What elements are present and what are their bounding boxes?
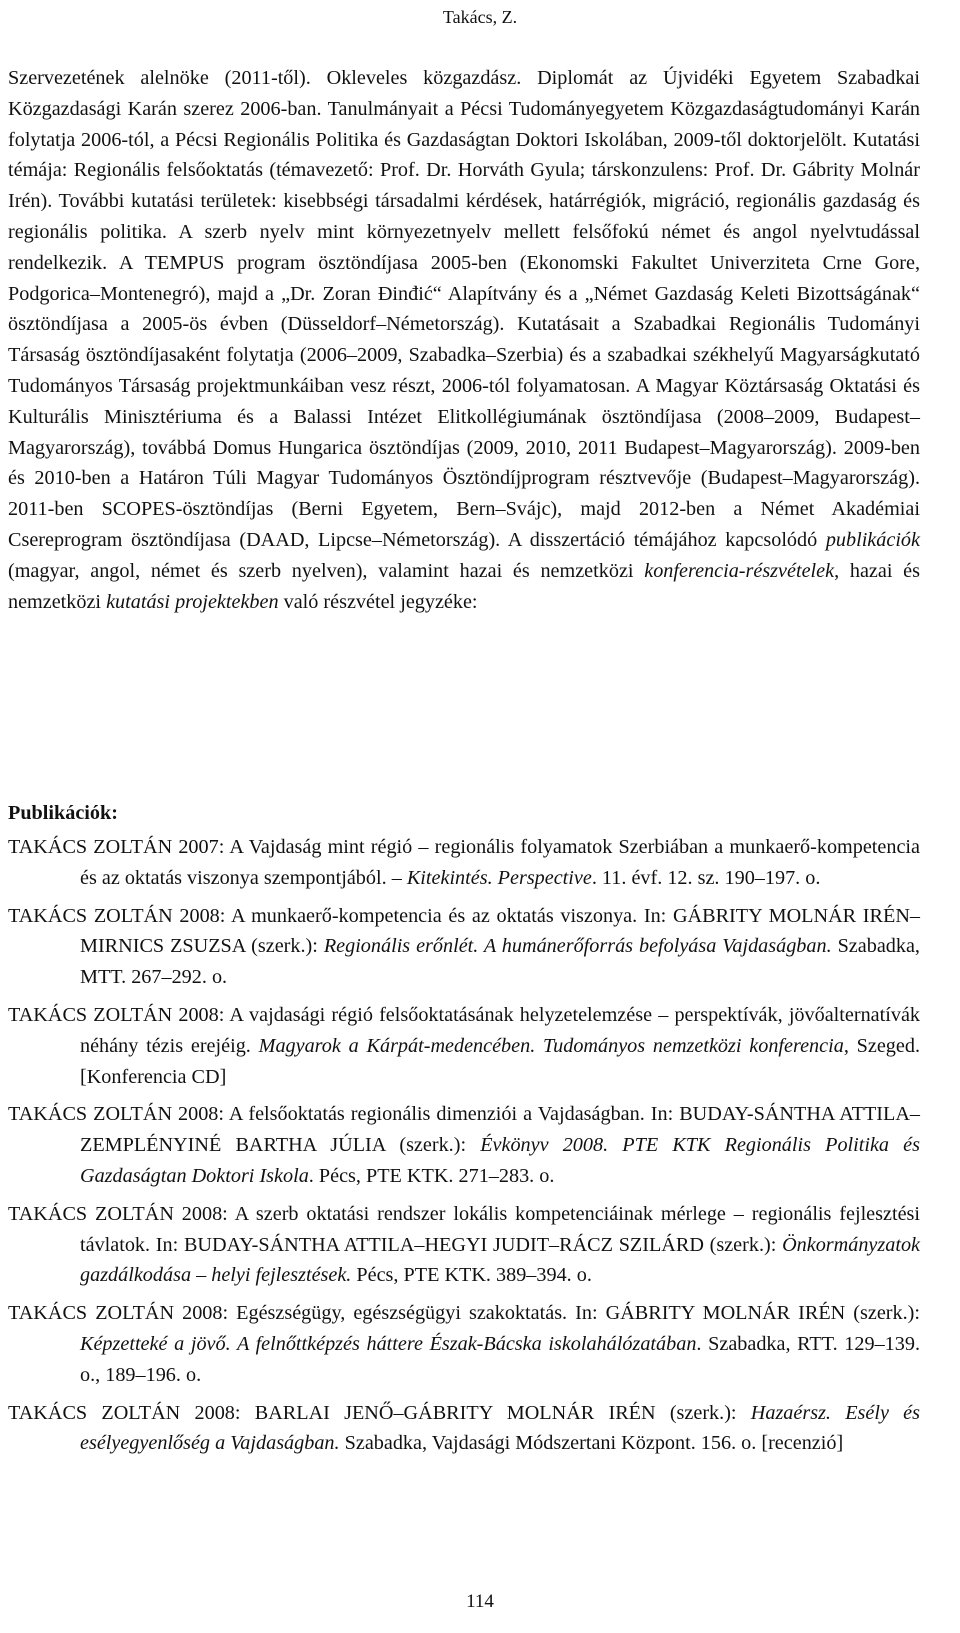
pub-title-italic: Képzetteké a jövő. A felnőttképzés háttere Észak-Bácska iskolahálózatában bbox=[80, 1332, 697, 1355]
publication-list bbox=[8, 832, 920, 1466]
publication-entry bbox=[8, 1398, 920, 1460]
pub-title-italic: Magyarok a Kárpát-medencében. Tudományos nemzetközi konferencia bbox=[258, 1034, 844, 1057]
publication-entry bbox=[8, 901, 920, 993]
publication-entry bbox=[8, 1298, 920, 1390]
pub-text: TAKÁCS ZOLTÁN 2008: A felsőoktatás regionális dimenziói a Vajdaságban. In: BUDAY-SÁNTHA ATTILA–ZEMPLÉNYINÉ BARTHA JÚLIA (szerk.): bbox=[8, 1103, 920, 1157]
pub-title-italic: Önkormányzatok gazdálkodása – helyi fejlesztések. bbox=[80, 1233, 920, 1287]
bio-text: Szervezetének alelnöke (2011-től). Okleveles közgazdász. Diplomát az Újvidéki Egyetem Szabadkai Közgazdasági Karán szerez 2006-ban. Tanulmányait a Pécsi Tudományegyetem Közgazdaságtudományi Karán folytatja 2006-tól, a Pécsi Regionális Politika és Gazdaságtan Doktori Iskolában, 2009-től doktorjelölt. Kutatási témája: Regionális felsőoktatás (témavezető: Prof. Dr. Horváth Gyula; társkonzulens: Prof. Dr. Gábrity Molnár Irén). További kutatási területek: kisebbségi társadalmi kérdések, határrégiók, migráció, regionális gazdaság és regionális politika. A szerb nyelv mint környezetnyelv mellett felsőfokú német és angol nyelvtudással rendelkezik. A TEMPUS program ösztöndíjasa 2005-ben (Ekonomski Fakultet Univerziteta Crne Gore, Podgorica–Montenegró), majd a „Dr. Zoran Đinđić“ Alapítvány és a „Német Gazdaság Keleti Bizottságának“ ösztöndíjasa a 2005-ös évben (Düsseldorf–Németország). Kutatásait a Szabadkai Regionális Tudományi Társaság ösztöndíjasaként folytatja (2006–2009, Szabadka–Szerbia) és a szabadkai székhelyű Magyarságkutató Tudományos Társaság projektmunkáiban vesz részt, 2006-tól folyamatosan. A Magyar Köztársaság Oktatási és Kulturális Minisztériuma és a Balassi Intézet Elitkollégiumának ösztöndíjasa (2008–2009, Budapest–Magyarország), továbbá Domus Hungarica ösztöndíjas (2009, 2010, 2011 Budapest–Magyarország). 2009-ben és 2010-ben a Határon Túli Magyar Tudományos Ösztöndíjprogram résztvevője (Budapest–Magyarország). 2011-ben SCOPES-ösztöndíjas (Berni Egyetem, Bern–Svájc), majd 2012-ben a Német Akadémiai Csereprogram ösztöndíjasa (DAAD, Lipcse–Németország). A disszertáció témájához kapcsolódó bbox=[8, 67, 920, 551]
running-header: Takács, Z. bbox=[442, 7, 518, 27]
pub-text: . 11. évf. 12. sz. 190–197. o. bbox=[591, 866, 821, 889]
bio-text: (magyar, angol, német és szerb nyelven), valamint hazai és nemzetközi bbox=[8, 559, 645, 582]
bio-text: , hazai és nemzetközi bbox=[8, 559, 920, 613]
pub-text: Szabadka, Vajdasági Módszertani Központ. 156. o. [recenzió] bbox=[339, 1432, 844, 1455]
pub-title-italic: Regionális erőnlét. A humánerőforrás befolyása Vajdaságban. bbox=[323, 935, 832, 958]
pub-title-italic: Hazaérsz. Esély és esélyegyenlőség a Vajdaságban. bbox=[80, 1401, 920, 1455]
publication-entry bbox=[8, 1000, 920, 1092]
pub-text: , Szeged. [Konferencia CD] bbox=[80, 1034, 920, 1088]
pub-text: Pécs, PTE KTK. 389–394. o. bbox=[351, 1264, 592, 1287]
section-title-publications: Publikációk: bbox=[8, 802, 118, 824]
pub-text: TAKÁCS ZOLTÁN 2008: A munkaerő-kompetencia és az oktatás viszonya. In: GÁBRITY MOLNÁR IRÉN–MIRNICS ZSUZSA (szerk.): bbox=[8, 904, 920, 958]
pub-text: . Szabadka, RTT. 129–139. o., 189–196. o. bbox=[80, 1332, 921, 1386]
pub-text: TAKÁCS ZOLTÁN 2008: A szerb oktatási rendszer lokális kompetenciáinak mérlege – regionális fejlesztési távlatok. In: BUDAY-SÁNTHA ATTILA–HEGYI JUDIT–RÁCZ SZILÁRD (szerk.): bbox=[8, 1202, 920, 1256]
pub-text: TAKÁCS ZOLTÁN 2008: A vajdasági régió felsőoktatásának helyzetelemzése – perspektívák, jövőalternatívák néhány tézis erejéig. bbox=[8, 1003, 920, 1057]
bio-text-italic: kutatási projektekben bbox=[106, 590, 279, 613]
publication-entry bbox=[8, 1099, 920, 1191]
biography-paragraph bbox=[8, 63, 920, 617]
publication-entry bbox=[8, 1199, 920, 1291]
bio-text-italic: konferencia-részvételek bbox=[644, 559, 835, 582]
pub-text: TAKÁCS ZOLTÁN 2007: A Vajdaság mint régió – regionális folyamatok Szerbiában a munkaerő-kompetencia és az oktatás viszonya szempontjából. – bbox=[8, 836, 920, 889]
pub-text: TAKÁCS ZOLTÁN 2008: BARLAI JENŐ–GÁBRITY MOLNÁR IRÉN (szerk.): bbox=[8, 1401, 751, 1424]
pub-title-italic: Évkönyv 2008. PTE KTK Regionális Politika és Gazdaságtan Doktori Iskola bbox=[80, 1134, 920, 1187]
bio-text: való részvétel jegyzéke: bbox=[278, 590, 478, 613]
pub-title-italic: Kitekintés. Perspective bbox=[406, 866, 592, 889]
pub-text: . Pécs, PTE KTK. 271–283. o. bbox=[308, 1164, 555, 1187]
pub-text: Szabadka, MTT. 267–292. o. bbox=[80, 935, 920, 989]
page-number: 114 bbox=[466, 1591, 494, 1612]
publication-entry bbox=[8, 832, 920, 894]
bio-text-italic: publikációk bbox=[825, 528, 920, 551]
pub-text: TAKÁCS ZOLTÁN 2008: Egészségügy, egészségügyi szakoktatás. In: GÁBRITY MOLNÁR IRÉN (szerk.): bbox=[8, 1302, 920, 1325]
